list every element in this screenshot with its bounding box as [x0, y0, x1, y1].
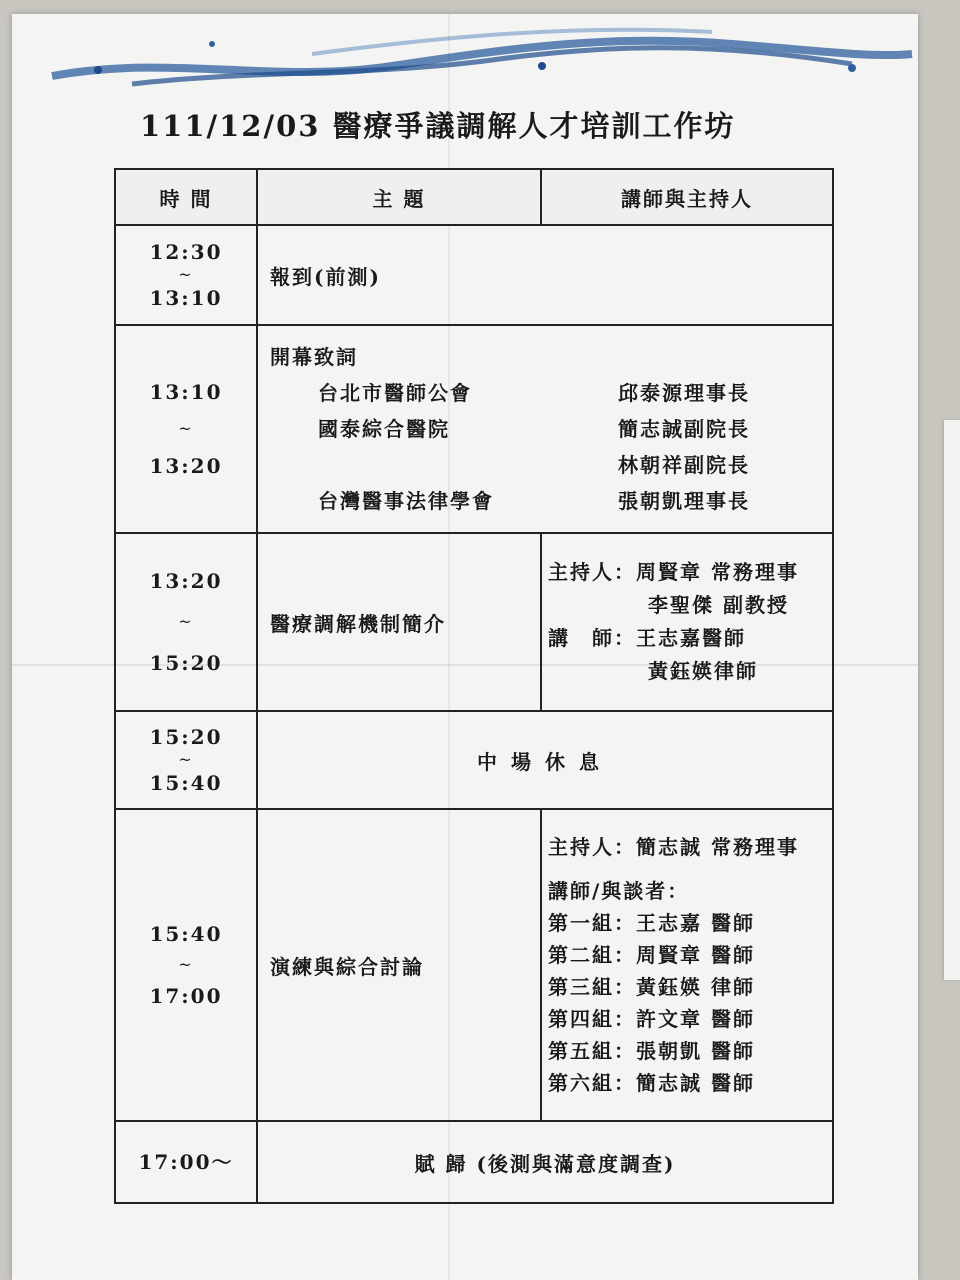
- time-cell: 15:40 ~ 17:00: [115, 809, 257, 1121]
- list-item: 第四組：許文章 醫師: [548, 1007, 755, 1031]
- page-title: 111/12/03 醫療爭議調解人才培訓工作坊: [140, 109, 736, 143]
- table-row: [115, 225, 833, 325]
- list-item: 國泰綜合醫院 簡志誠副院長: [318, 417, 750, 441]
- table-row: [115, 809, 833, 1121]
- time-cell: 15:20 ~ 15:40: [115, 711, 257, 809]
- time-cell: 13:10 ~ 13:20: [115, 325, 257, 533]
- opening-remarks-cell: [257, 325, 833, 533]
- time-cell: 17:00～: [115, 1121, 257, 1203]
- speaker-cell: 主持人：周賢章 常務理事 李聖傑 副教授 講 師：王志嘉醫師 黃鈺媖律師: [541, 533, 833, 711]
- topic-cell: 報到(前測): [257, 225, 833, 325]
- list-item: 台北市醫師公會 邱泰源理事長: [318, 381, 750, 405]
- topic-cell: 演練與綜合討論: [257, 809, 541, 1121]
- list-item: 第一組：王志嘉 醫師: [548, 911, 755, 935]
- list-item: 第五組：張朝凱 醫師: [548, 1039, 755, 1063]
- list-item: 林朝祥副院長: [618, 453, 750, 477]
- table-row: [115, 533, 833, 711]
- list-item: 台灣醫事法律學會 張朝凱理事長: [318, 489, 750, 513]
- header-speaker: 講師與主持人: [541, 169, 833, 225]
- moderator: 主持人：簡志誠 常務理事: [548, 835, 799, 859]
- time-cell: 13:20 ~ 15:20: [115, 533, 257, 711]
- time-cell: 12:30 ~ 13:10: [115, 225, 257, 325]
- speaker-cell: [541, 809, 833, 1121]
- wave-decoration: [12, 14, 918, 104]
- adjacent-sheet: [944, 420, 960, 980]
- break-cell: 中場休息: [257, 711, 833, 809]
- list-item: 第二組：周賢章 醫師: [548, 943, 755, 967]
- panel-label: 講師/與談者：: [548, 879, 690, 903]
- header-time: 時 間: [115, 169, 257, 225]
- table-header-row: [115, 169, 833, 225]
- table-row: [115, 1121, 833, 1203]
- header-topic: 主 題: [257, 169, 541, 225]
- table-row: [115, 325, 833, 533]
- list-item: 第三組：黃鈺媖 律師: [548, 975, 755, 999]
- table-row: [115, 711, 833, 809]
- schedule-table: [114, 168, 834, 1204]
- list-item: 第六組：簡志誠 醫師: [548, 1071, 755, 1095]
- opening-title: 開幕致詞: [270, 345, 358, 369]
- topic-cell: 醫療調解機制簡介: [257, 533, 541, 711]
- closing-cell: 賦 歸 (後測與滿意度調查): [257, 1121, 833, 1203]
